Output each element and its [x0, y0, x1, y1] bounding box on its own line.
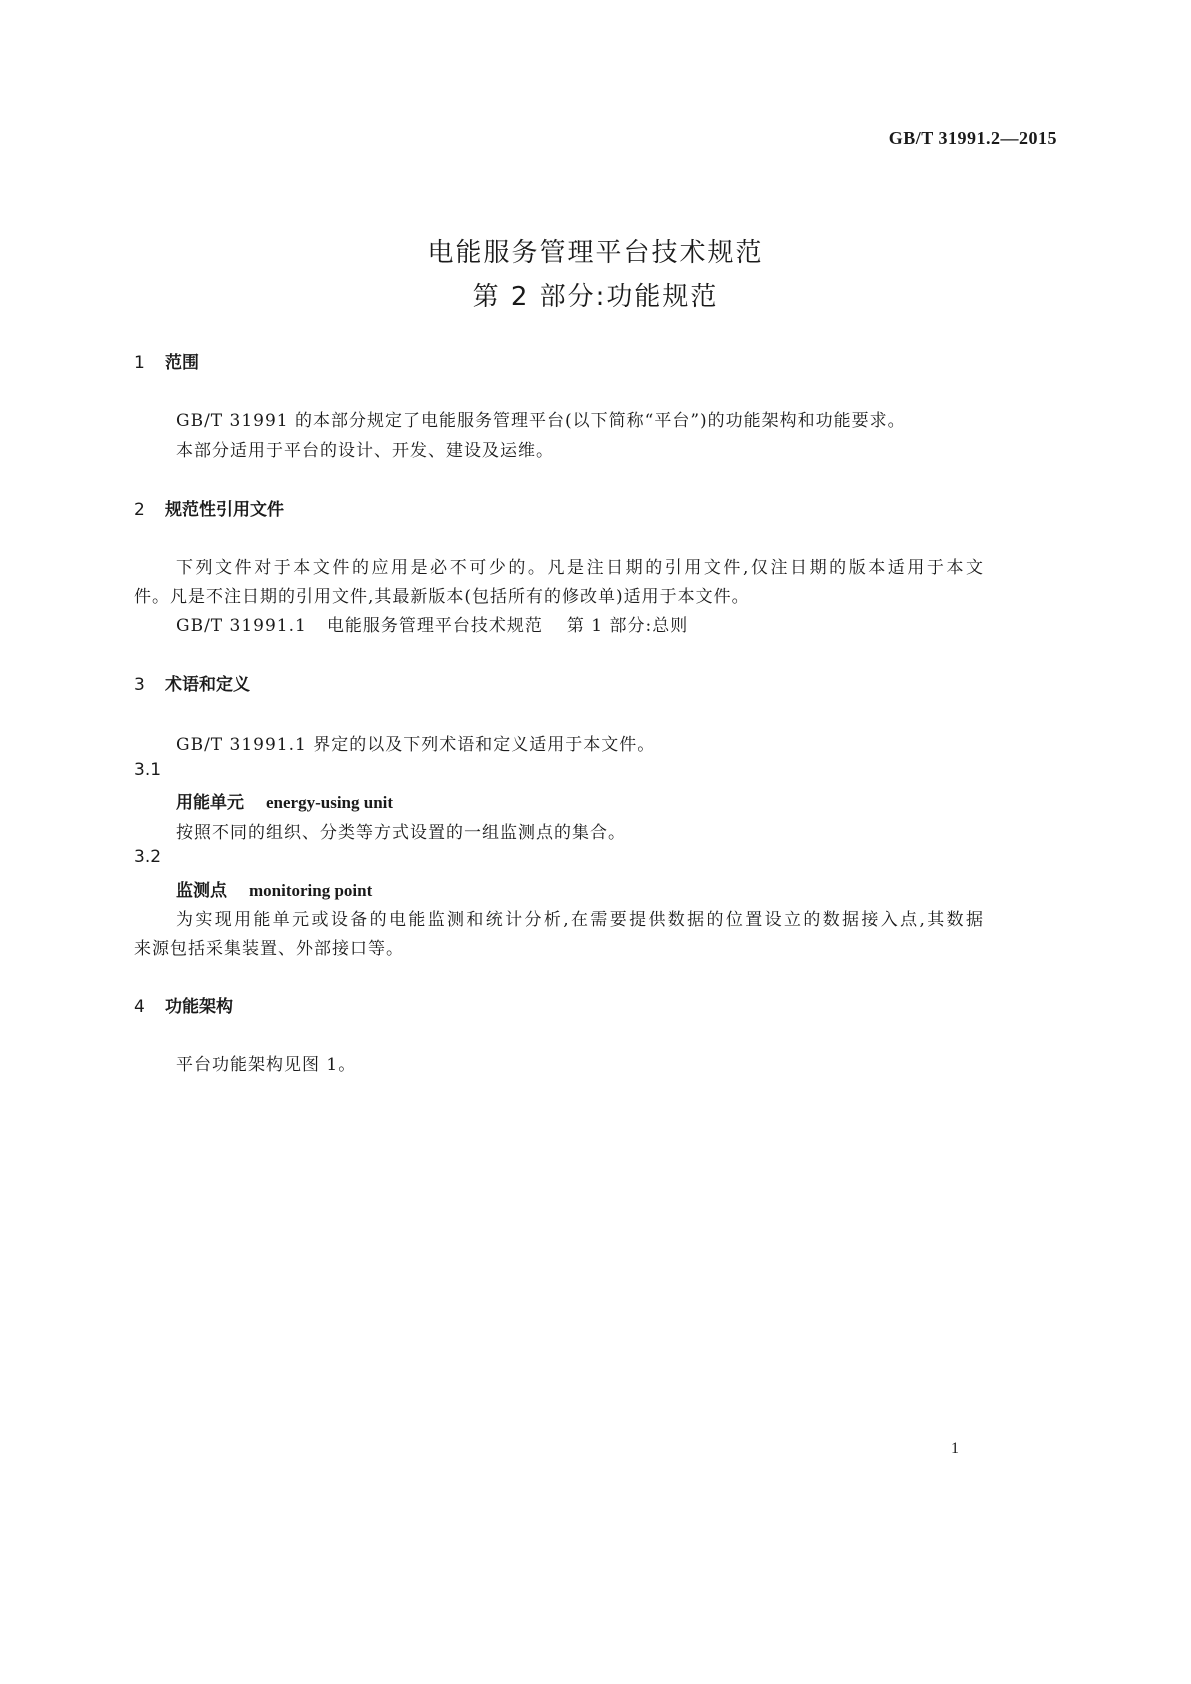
term-definition-continued: 来源包括采集装置、外部接口等。 — [134, 939, 404, 959]
reference-code: GB/T 31991.1 — [176, 616, 307, 636]
term-en: energy-using unit — [266, 793, 394, 812]
section-number: 4 — [134, 997, 145, 1017]
term-definition: 为实现用能单元或设备的电能监测和统计分析,在需要提供数据的位置设立的数据接入点,其数据 — [176, 910, 984, 930]
term-en: monitoring point — [249, 881, 373, 900]
term-cn: 用能单元 — [176, 793, 244, 813]
section-number: 2 — [134, 500, 145, 520]
reference-entry — [176, 611, 688, 636]
section-2-heading — [134, 495, 284, 520]
term-cn: 监测点 — [176, 881, 227, 901]
document-subtitle: 第 2 部分:功能规范 — [472, 282, 719, 312]
section-1-heading — [134, 348, 199, 373]
reference-part: 第 1 部分:总则 — [566, 616, 689, 636]
term-entry — [176, 876, 372, 901]
reference-title: 电能服务管理平台技术规范 — [326, 616, 543, 636]
terms-intro: GB/T 31991.1 界定的以及下列术语和定义适用于本文件。 — [176, 735, 656, 755]
section-title: 功能架构 — [165, 997, 233, 1017]
architecture-paragraph: 平台功能架构见图 1。 — [176, 1055, 357, 1075]
normative-references-line-2: 件。凡是不注日期的引用文件,其最新版本(包括所有的修改单)适用于本文件。 — [134, 587, 750, 607]
page-number: 1 — [951, 1440, 959, 1457]
section-number: 3 — [134, 675, 145, 695]
term-definition: 按照不同的组织、分类等方式设置的一组监测点的集合。 — [176, 823, 626, 843]
term-number: 3.2 — [134, 847, 162, 867]
normative-references-line-1: 下列文件对于本文件的应用是必不可少的。凡是注日期的引用文件,仅注日期的版本适用于本文 — [176, 558, 984, 578]
scope-paragraph: GB/T 31991 的本部分规定了电能服务管理平台(以下简称“平台”)的功能架构和功能要求。 — [176, 411, 906, 431]
section-3-heading — [134, 670, 250, 695]
section-title: 范围 — [165, 353, 199, 373]
scope-applicability: 本部分适用于平台的设计、开发、建设及运维。 — [176, 441, 554, 461]
term-entry — [176, 788, 393, 813]
document-title: 电能服务管理平台技术规范 — [427, 238, 764, 268]
section-title: 术语和定义 — [165, 675, 250, 695]
section-4-heading — [134, 992, 233, 1017]
term-number: 3.1 — [134, 760, 162, 780]
section-number: 1 — [134, 353, 145, 373]
section-title: 规范性引用文件 — [165, 500, 284, 520]
standard-code: GB/T 31991.2—2015 — [888, 128, 1057, 148]
